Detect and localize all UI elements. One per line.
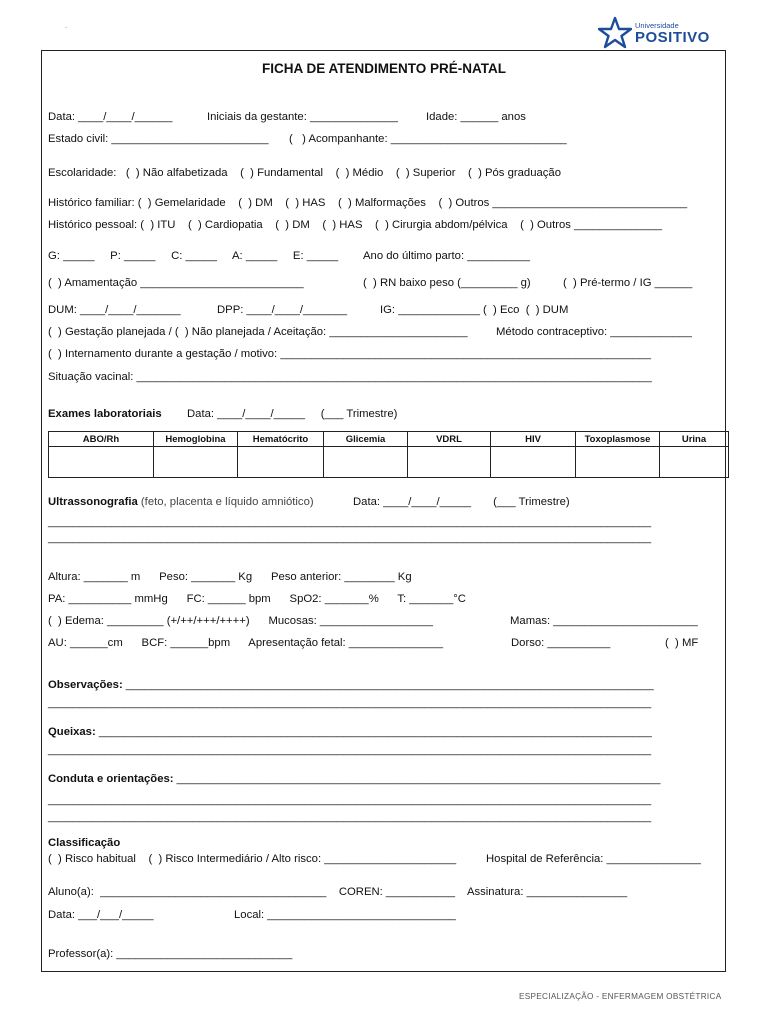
lab-col-header: Hematócrito [238,432,324,447]
lab-table-header [49,432,729,447]
field-estado-civil[interactable]: Estado civil: _________________________ [48,133,269,145]
field-aluno[interactable]: Aluno(a): ____________________________________ COREN: ___________ Assinatura: ________________ [48,886,628,898]
lab-col-header: ABO/Rh [49,432,154,447]
lab-cell[interactable] [576,447,660,478]
observacoes-field[interactable] [48,679,654,691]
footer-text: ESPECIALIZAÇÃO - ENFERMAGEM OBSTÉTRICA [519,992,722,1001]
field-internamento[interactable]: ( ) Internamento durante a gestação / motivo: ___________________________________________________________ [48,348,652,360]
field-escolaridade[interactable]: Escolaridade: ( ) Não alfabetizada ( ) Fundamental ( ) Médio ( ) Superior ( ) Pós graduação [48,167,561,179]
stray-dot: . [65,21,68,30]
field-edema[interactable]: ( ) Edema: _________ (+/++/+++/++++) Mucosas: __________________ [48,615,434,627]
field-hospital[interactable]: Hospital de Referência: _______________ [486,853,701,865]
field-queixas-line2[interactable]: ________________________________________________________________________________________________ [48,744,652,756]
field-obs-line2[interactable]: ________________________________________________________________________________________________ [48,697,652,709]
lab-cell[interactable] [491,447,576,478]
field-professor[interactable]: Professor(a): ____________________________ [48,948,293,960]
logo-name: POSITIVO [635,29,710,46]
form-title: FICHA DE ATENDIMENTO PRÉ-NATAL [262,61,506,76]
field-au[interactable]: AU: ______cm BCF: ______bpm Apresentação fetal: _______________ [48,637,444,649]
field-local[interactable]: Local: ______________________________ [234,909,456,921]
field-data[interactable]: Data: ____/____/______ [48,111,173,123]
field-mamas[interactable]: Mamas: _______________________ [510,615,698,627]
field-metodo[interactable]: Método contraceptivo: _____________ [496,326,692,338]
usg-label: Ultrassonografia [48,496,138,508]
field-acompanhante[interactable]: ( ) Acompanhante: ____________________________ [289,133,567,145]
field-ultimo-parto[interactable]: Ano do último parto: __________ [363,250,531,262]
field-altura[interactable]: Altura: _______ m Peso: _______ Kg Peso anterior: ________ Kg [48,571,412,583]
field-hist-familiar[interactable]: Histórico familiar: ( ) Gemelaridade ( ) DM ( ) HAS ( ) Malformações ( ) Outros _______________________________ [48,197,688,209]
field-usg-line1[interactable]: ________________________________________________________________________________________________ [48,516,652,528]
observacoes-label: Observações: [48,679,123,691]
field-iniciais[interactable]: Iniciais da gestante: ______________ [207,111,398,123]
lab-col-header: Hemoglobina [154,432,238,447]
conduta-line: _____________________________________________________________________________ [173,773,661,785]
lab-col-header: Urina [660,432,729,447]
field-mf[interactable]: ( ) MF [665,637,699,649]
field-idade[interactable]: Idade: ______ anos [426,111,526,123]
field-usg-data[interactable]: Data: ____/____/_____ (___ Trimestre) [353,496,570,508]
lab-cell[interactable] [660,447,729,478]
field-ig[interactable]: IG: _____________ ( ) Eco ( ) DUM [380,304,569,316]
field-dum[interactable]: DUM: ____/____/_______ [48,304,181,316]
field-usg-line2[interactable]: ________________________________________________________________________________________________ [48,532,652,544]
queixas-field[interactable] [48,726,652,738]
classificacao-label: Classificação [48,837,121,849]
queixas-line: ________________________________________________________________________________________ [95,726,652,738]
field-vacinal[interactable]: Situação vacinal: __________________________________________________________________________________ [48,371,652,383]
lab-cell[interactable] [238,447,324,478]
observacoes-line: ____________________________________________________________________________________ [122,679,654,691]
lab-cell[interactable] [154,447,238,478]
field-exames-data[interactable]: Data: ____/____/_____ (___ Trimestre) [187,408,398,420]
lab-col-header: Glicemia [324,432,408,447]
lab-col-header: Toxoplasmose [576,432,660,447]
lab-col-header: VDRL [408,432,491,447]
field-dpp[interactable]: DPP: ____/____/_______ [217,304,348,316]
field-classificacao-row[interactable]: ( ) Risco habitual ( ) Risco Intermediário / Alto risco: _____________________ [48,853,457,865]
lab-cell[interactable] [324,447,408,478]
field-amamentacao[interactable]: ( ) Amamentação __________________________ [48,277,304,289]
field-pa[interactable]: PA: __________ mmHg FC: ______ bpm SpO2: _______% T: _______°C [48,593,466,605]
field-rn-baixo-peso[interactable]: ( ) RN baixo peso (_________ g) [363,277,531,289]
university-logo [598,16,718,50]
conduta-field[interactable] [48,773,660,785]
lab-col-header: HIV [491,432,576,447]
usg-heading [48,496,314,508]
field-hist-pessoal[interactable]: Histórico pessoal: ( ) ITU ( ) Cardiopatia ( ) DM ( ) HAS ( ) Cirurgia abdom/pélvica ( ) Outros ______________ [48,219,663,231]
field-pre-termo[interactable]: ( ) Pré-termo / IG ______ [563,277,693,289]
queixas-label: Queixas: [48,726,96,738]
lab-table-row [49,447,729,478]
field-dorso[interactable]: Dorso: __________ [511,637,611,649]
exames-label: Exames laboratoriais [48,408,162,420]
field-conduta-line3[interactable]: ________________________________________________________________________________________________ [48,811,652,823]
field-gestacao[interactable]: ( ) Gestação planejada / ( ) Não planejada / Aceitação: ______________________ [48,326,468,338]
field-conduta-line2[interactable]: ________________________________________________________________________________________________ [48,794,652,806]
form-border [41,50,726,972]
usg-note: (feto, placenta e líquido amniótico) [137,496,314,508]
lab-cell[interactable] [49,447,154,478]
logo-subtitle: Universidade [635,21,679,30]
field-gpca[interactable]: G: _____ P: _____ C: _____ A: _____ E: _____ [48,250,339,262]
lab-cell[interactable] [408,447,491,478]
star-logo-icon [598,16,632,50]
lab-exams-table [48,431,729,478]
field-data-local[interactable]: Data: ___/___/_____ [48,909,154,921]
conduta-label: Conduta e orientações: [48,773,174,785]
